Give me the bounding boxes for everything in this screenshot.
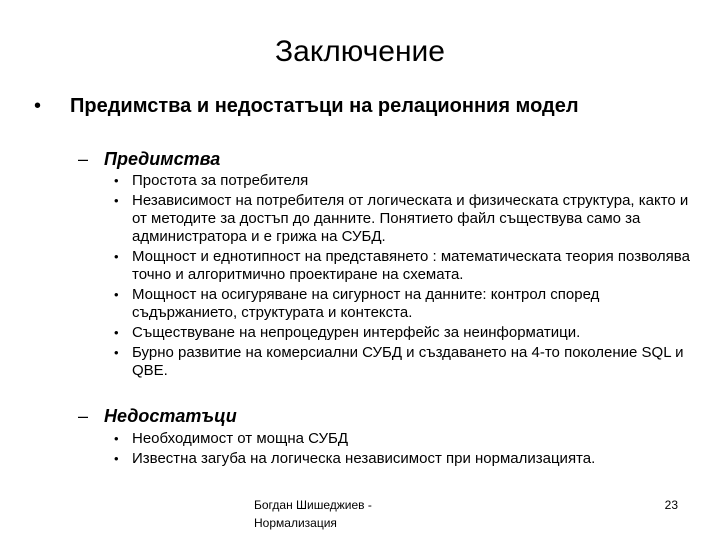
disadvantages-list xyxy=(110,430,695,470)
list-item-text: Съществуване на непроцедурен интерфейс за неинформатици. xyxy=(132,324,581,341)
list-item-text: Бурно развитие на комерсиални СУБД и създаването на 4-то поколение SQL и QBE. xyxy=(132,344,684,379)
list-item xyxy=(110,344,695,380)
list-item xyxy=(110,324,695,342)
list-item xyxy=(110,450,695,468)
bullet-icon: • xyxy=(114,193,119,208)
list-item-text: Независимост на потребителя от логическата и физическата структура, както и от методите за достъп до данните. Понятието файл съществува само за администратора и е грижа на СУБД. xyxy=(132,192,689,245)
advantages-heading: Предимства xyxy=(104,149,221,169)
list-item-text: Необходимост от мощна СУБД xyxy=(132,430,348,447)
disadvantages-heading: Недостатъци xyxy=(104,406,237,426)
list-item xyxy=(110,430,695,448)
bullet-icon: • xyxy=(114,431,119,446)
page-number: 23 xyxy=(664,498,678,512)
list-item-text: Известна загуба на логическа независимост при нормализацията. xyxy=(132,450,596,467)
main-point: Предимства и недостатъци на релационния модел xyxy=(70,95,579,117)
bullet-icon: • xyxy=(114,451,119,466)
bullet-icon: • xyxy=(114,173,119,188)
bullet-icon: • xyxy=(114,287,119,302)
bullet-icon: • xyxy=(114,249,119,264)
bullet-icon: • xyxy=(34,95,42,117)
advantages-list xyxy=(110,172,695,382)
bullet-icon: • xyxy=(114,325,119,340)
list-item xyxy=(110,286,695,322)
list-item xyxy=(110,192,695,246)
list-item-text: Простота за потребителя xyxy=(132,172,309,189)
list-item xyxy=(110,248,695,284)
bullet-icon: • xyxy=(114,345,119,360)
list-item-text: Мощност и еднотипност на представянето : математическата теория позволява точно и алгоритмично проектиране на схемата. xyxy=(132,248,690,283)
dash-icon: – xyxy=(78,149,89,169)
dash-icon: – xyxy=(78,406,89,426)
list-item-text: Мощност на осигуряване на сигурност на данните: контрол според съдържанието, структурата и контекста. xyxy=(132,286,600,321)
list-item xyxy=(110,172,695,190)
slide-title: Заключение xyxy=(275,35,445,68)
footer-author: Богдан Шишеджиев - Нормализация xyxy=(254,498,372,530)
